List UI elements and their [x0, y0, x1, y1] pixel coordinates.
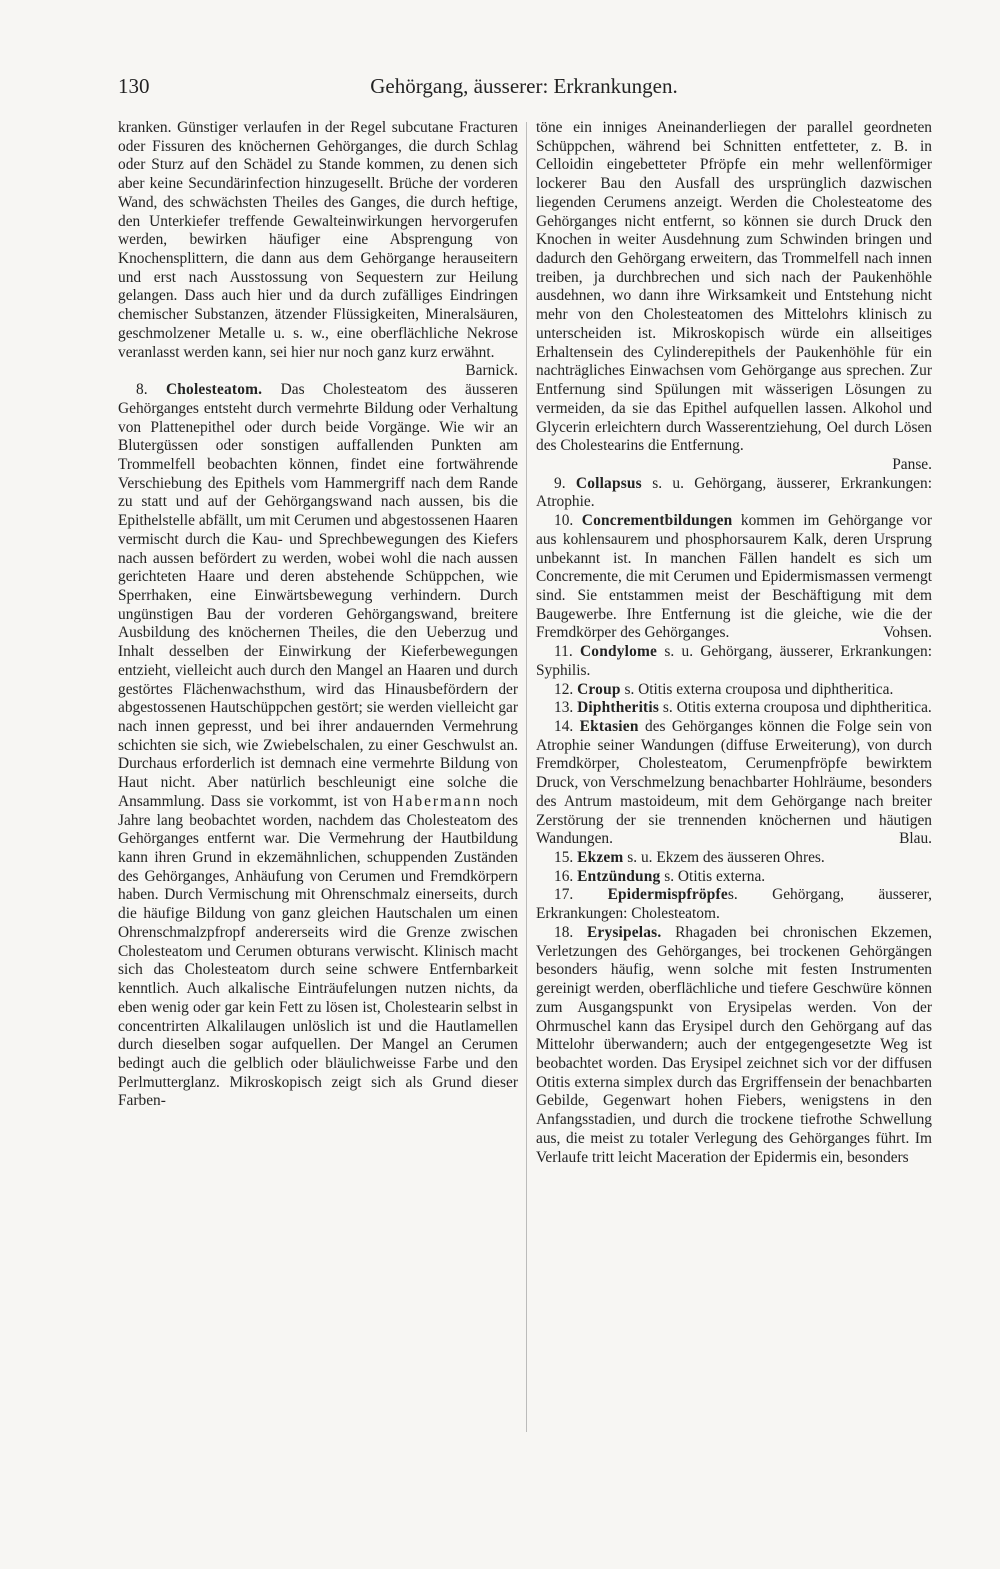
entry-number: 17. [554, 886, 574, 904]
paragraph-text: kranken. Günstiger verlaufen in der Regel subcutane Fracturen oder Fissuren des knöchernen Gehörganges, die durch Schlag oder Sturz auf den Schädel zu Stande kommen, zu denen sich aber keine Secundärinfection hinzugesellt. Brüche der vorderen Wand, des schwächsten Theiles des Ganges, die durch heftige, den Unterkiefer treffende Gewalteinwirkungen hervorgerufen werden, bewirken häufiger eine Absprengung von Knochensplittern, die dann aus dem Gehörgange herauseitern und erst nach Ausstossung von Sequestern zur Heilung gelangen. Dass auch hier und da durch zufälliges Eindringen chemischer Substanzen, ätzender Flüssigkeiten, Mineralsäuren, geschmolzener Metalle u. s. w., eine oberflächliche Nekrose veranlasst werden kann, sei hier nur noch ganz kurz erwähnt. [118, 119, 518, 361]
left-column [118, 119, 518, 1111]
entry-heading: Cholesteatom. [165, 381, 263, 399]
entry-text: s. Gehörgang, äusserer, Erkrankungen: Cholesteatom. [536, 886, 932, 923]
entry-heading: Epidermispfröpfe [607, 886, 728, 904]
entry-collapsus [536, 475, 932, 512]
paragraph-continuation [536, 119, 932, 475]
entry-heading: Ektasien [579, 718, 639, 735]
entry-heading: Diphtheritis [577, 699, 660, 717]
author-signature: Blau. [899, 830, 932, 848]
entry-text: Das Cholesteatom des äusseren Gehörganges entsteht durch vermehrte Bildung oder Verhaltung von Plattenepithel oder durch beide Vorgänge. Wie wir an Blutergüssen oder sonstigen auffallenden Punkten am Trommelfell beobachten können, findet eine fortwährende Verschiebung des Epithels vom Hammergriff nach dem Rande zu statt und auf der Gehörgangswand nach aussen, bis die Epithelstelle abfällt, um mit Cerumen und abgestossenen Haaren vermischt durch die Kau- und Sprechbewegungen des Kiefers nach aussen befördert zu werden, wobei wohl die nach aussen gerichteten Haare und deren abstehende Schüppchen, wie Sperrhaken, eine Einwärtsbewegung verhindern. Durch ungünstigen Bau der vorderen Gehörgangswand, breitere Ausbildung des knöchernen Theiles, die den Ueberzug und Inhalt desselben der Einwirkung der Kieferbewegungen entzieht, vielleicht auch durch den Mangel an Haaren und durch gestörtes Flächenwachsthum, wird das Hinausbefördern der abgestossenen Hautschüppchen gestört; sie werden vielleicht gar nach innen gepresst, und bei ihrer andauernden Vermehrung schichten sie sich, wie Zwiebelschalen, zu einer Geschwulst an. Durchaus erforderlich ist demnach eine vermehrte Bildung von Haut nicht. Aber natürlich beschleunigt eine solche die Ansammlung. Dass sie vorkommt, ist von [118, 381, 518, 810]
paragraph-text: töne ein inniges Aneinanderliegen der parallel geordneten Schüppchen, während bei Schnitten entfetteter, z. B. in Celloidin eingebetteter Pfröpfe ein mehr wellenförmiger lockerer Bau den Ausfall des ursprünglich dazwischen liegenden Cerumens anzeigt. Werden die Cholesteatome des Gehörganges nicht entfernt, so können sie durch Druck den Knochen in weiter Ausdehnung zum Schwinden bringen und dadurch den Gehörgang erweitern, das Trommelfell nach innen treiben, ja durchbrechen und sich nach der Paukenhöhle ausdehnen, wo dann ihre Wirksamkeit und Entstehung nicht mehr von den Cholesteatomen des Mittelohrs klinisch zu unterscheiden ist. Mikroskopisch würde ein allseitiges Erhaltensein des Cylinderepithels der Paukenhöhle für ein nachträgliches Einwachsen vom Gehörgange aus sprechen. Zur Entfernung sind Spülungen mit wässerigen Lösungen zu vermeiden, da sie das Epithel aufquellen lassen. Alkohol und Glycerin erleichtern durch Wasserentziehung, Oel durch Lösen des Cholestearins die Entfernung. [536, 119, 932, 455]
entry-ekzem [536, 849, 932, 868]
page-header [118, 74, 930, 106]
entry-heading: Condylome [579, 643, 658, 661]
right-column [536, 119, 932, 1167]
entry-number: 14. [554, 718, 574, 735]
entry-text: s. Otitis externa crouposa und diphtheritica. [624, 680, 894, 698]
author-name-spaced: Habermann [392, 792, 483, 810]
entry-number: 8. [136, 381, 148, 399]
entry-number: 16. [554, 867, 574, 885]
entry-number: 18. [554, 923, 574, 941]
entry-entzuendung [536, 868, 932, 887]
running-title: Gehörgang, äusserer: Erkrankungen. [370, 74, 678, 98]
entry-condylome [536, 643, 932, 680]
entry-heading: Entzündung [577, 867, 661, 885]
entry-erysipelas [536, 924, 932, 1167]
entry-number: 13. [554, 699, 574, 717]
column-divider [526, 122, 527, 1432]
entry-number: 15. [554, 849, 574, 867]
entry-text: Rhagaden bei chronischen Ekzemen, Verletzungen des Gehörganges, bei trockenen Gehörgängen besonders häufig, wenn solche mit festen Instrumenten gereinigt werden, oberflächliche und tiefere Geschwüre können zum Ausgangspunkt von Erysipelas werden. Von der Ohrmuschel kann das Erysipel durch den Gehörgang auf das Mittelohr überwandern; auch der entgegengesetzte Weg ist beobachtet worden. Das Erysipel zeichnet sich vor der diffusen Otitis externa simplex durch das Ergriffensein der benachbarten Gebilde, Gegenwart hohen Fiebers, wenigstens in den Anfangsstadien, und durch die trockene tiefrothe Schwellung aus, die meist zu totaler Verlegung des Gehörganges führt. Im Verlaufe tritt leicht Maceration der Epidermis ein, besonders [536, 923, 932, 1166]
entry-text: s. u. Gehörgang, äusserer, Erkrankungen: Atrophie. [536, 474, 932, 511]
author-signature: Vohsen. [883, 624, 932, 642]
entry-heading: Erysipelas. [586, 923, 662, 941]
entry-text: s. Otitis externa. [664, 867, 766, 885]
entry-heading: Ekzem [577, 849, 624, 867]
entry-concrementbildungen [536, 512, 932, 643]
entry-number: 12. [554, 680, 574, 698]
entry-text: des Gehörganges können die Folge sein von Atrophie seiner Wandungen (diffuse Erweiterung), von durch Fremdkörper, Cholesteatom, Cerumenpfröpfe bewirktem Druck, von Verschmelzung benachbarter Hohlräume, besonders des Antrum mastoideum, mit dem Gehörgange nach breiter Zerstörung der sie trennenden knöchernen und häutigen Wandungen. [536, 718, 932, 848]
page-number: 130 [118, 74, 150, 98]
entry-heading: Concrementbildungen [581, 512, 733, 530]
entry-diphtheritis [536, 699, 932, 718]
entry-text: s. u. Ekzem des äusseren Ohres. [627, 849, 825, 867]
entry-number: 10. [554, 512, 574, 530]
entry-epidermispfroepfe [536, 886, 932, 923]
entry-text: kommen im Gehörgange vor aus kohlensaurem und phosphorsaurem Kalk, deren Ursprung unbekannt ist. In manchen Fällen handelt es sich um Concremente, die mit Cerumen und Epidermismassen vermengt sind. Sie entstammen meist der Beschäftigung mit dem Baugewerbe. Ihre Entfernung ist die gleiche, wie die der Fremdkörper des Gehörganges. [536, 512, 932, 642]
entry-cholesteatom [118, 381, 518, 1111]
author-signature: Panse. [892, 455, 932, 473]
entry-heading: Croup [577, 680, 621, 698]
author-signature: Barnick. [465, 362, 518, 380]
entry-text: noch Jahre lang beobachtet worden, nachdem das Cholesteatom des Gehörganges entfernt war. Die Vermehrung der Hautbildung kann ihren Grund in ekzemähnlichen, schuppenden Zuständen des Gehörganges, Anhäufung von Cerumen und Fremdkörpern haben. Durch Vermischung mit Ohrenschmalz einerseits, durch die häufige Bildung von ganz gleichen Hautschalen um einen Ohrenschmalzpfropf andererseits wird die Grenze zwischen Cholesteatom und Cerumen obturans verwischt. Klinisch macht sich das Cholesteatom durch seine schwere Entfernbarkeit kenntlich. Auch alkalische Einträufelungen nutzen nichts, da eben wenig oder gar kein Fett zu lösen ist, Cholestearin selbst in concentrirten Alkalilaugen unlöslich ist und die Hautlamellen durch dieselben sogar aufquellen. Der Mangel an Cerumen bedingt auch die gelblich oder bläulichweisse Farbe und den Perlmutterglanz. Mikroskopisch zeigt sich als Grund dieser Farben- [118, 792, 518, 1110]
entry-text: s. u. Gehörgang, äusserer, Erkrankungen: Syphilis. [536, 643, 932, 679]
entry-ektasien [536, 718, 932, 849]
entry-number: 9. [554, 474, 566, 492]
entry-number: 11. [554, 643, 573, 661]
entry-heading: Collapsus [575, 474, 642, 492]
entry-croup [536, 681, 932, 700]
entry-text: s. Otitis externa crouposa und diphtheritica. [662, 699, 932, 717]
paragraph-continuation [118, 119, 518, 381]
